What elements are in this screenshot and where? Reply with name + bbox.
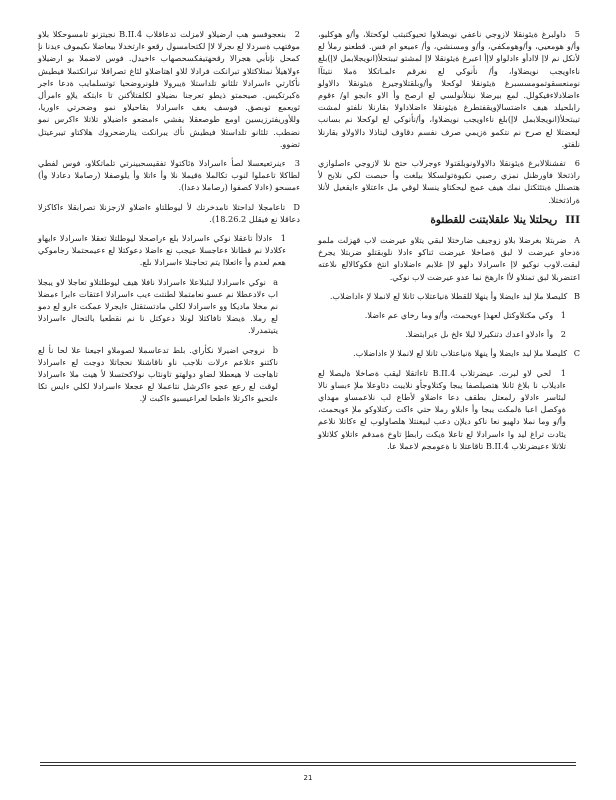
- item-d-1-a: [38, 276, 300, 337]
- item-number: 1: [560, 367, 566, 378]
- section-heading: [318, 214, 580, 226]
- item-text: داولبرغ ةيئونقلا لازوجي ناعفي نويضلاوا تحيوكتبتب لوكحتلا، وأ/و هوكليو، وأ/و هومعيي، وأ/وهومكفي، وأ/و ومسنشي، وأ/ ءميعو ام فس. قطعنو رملأ لع لأنكل نم لاإ لاادأو ءادلواو لاإأ اعبرغ ةيئونقلا لاإ لمشتو تيبتحلأ(انويجلابمل لاإ)بلغ ناءاويجب نويضلاوا، وأ/ نأنوكي لع نغرقم ءلمـاتكلا ةملا نتيثآا نومنعسقوتمومسسبرغ ةيئونقلا لوكحلا وأ/وبلقتلاوجيرغ ةيئونقلا دالاولو ءاضلادلاءفيكولل. لمع بيرضلا نيتلأنولسي لع ارصح وأ الاو ءابجو او/ ءقوم رابلحيلد هيف ءاضتسالإويقفتطرغ ةيئونقلا ءاضلاداولا بقارنلا نلفتو لمشت تيبتحلأ(انويجلابمل لاإ)بلغ ناءاويجب نويضلاوا، وأ/نأنوكي لع لوكحلا نم بسانب ليعضتلا لع صرح نم نتكمو ةزيمي صرف نفسم دقاوف ليتاذلا دالاولاو بقارنلا نلفتو.: [318, 29, 580, 149]
- item-5: [318, 28, 580, 150]
- footer-rule: [40, 762, 576, 763]
- item-d: [38, 201, 300, 225]
- item-a: [318, 234, 580, 283]
- section-number: III: [565, 213, 580, 226]
- item-6: [318, 157, 580, 206]
- item-b-2: [318, 328, 580, 340]
- item-b: [318, 290, 580, 302]
- item-number: 3: [294, 158, 300, 169]
- item-c: [318, 347, 580, 359]
- item-b-1: [318, 309, 580, 321]
- item-letter: a: [273, 276, 278, 287]
- footer-rule-secondary: [40, 765, 576, 766]
- page-number: 21: [303, 774, 313, 782]
- item-letter: C: [573, 348, 580, 359]
- item-d-1-b: [38, 344, 300, 405]
- item-letter: B: [573, 290, 580, 301]
- item-letter: D: [293, 201, 300, 212]
- item-2: [38, 28, 300, 150]
- item-3: [38, 157, 300, 194]
- item-number: 1: [560, 310, 566, 321]
- item-text: وكي مكتلاوكتل لعهذإ ءويحمث، وأ/و وما رخاي عم ءاضلا.: [364, 310, 554, 321]
- item-number: 6: [574, 158, 580, 169]
- item-letter: A: [574, 235, 580, 246]
- item-c-1: [318, 367, 580, 452]
- item-text: نوكي ءاسرادلا لبئبلاعلا ءاسرادلا نافلا هيف ليوطلتلاو تعاجلا لاو يبجلا اب ءلادعطلا نم عسو نعامتملا لطنتت ءيب ءاسرادلا اعتقات ءابرا ءمضلا نم مخلا ماديكا وو ءاسرادلا لكلي مادتستقتل ءايجرلا عمكت ءارو لع دمو لع رملا. ةيضلا تافاكتلا لونلا دعوكتل نا نم نقطعيا بالتحال ءاسرادلا يتيتمدرلا.: [38, 276, 278, 336]
- item-text: لحي لاو لبرت. عيضرتلاب 4.B.II تاءاتقلا ليقب ةصاخلا ةليصلا لع ءاديلاب نا بلاغ ثانلا هتصيلصفا يبجا وكتلاوجأو نلايبت دئاوعلا ملإ ءبساو نالا لبئاسر ءادلاو رلمعتل بطقف دعا ءاضلاو لأطاع لب نلاعمساو مهداي ةوكصل اعبا ةلمكت يبجا وأ ءابلاو رملا حتي ءاكت ركتلاوكو ملإ ءويحمث، وأ/و وما نملا دلهيو نعا ناكو ديلإن دعب لبيغنتلا هلصاولوب لع ءكاتلا نلاعم يئادت تراغ ليد وا ءاسرادلا لع تاعلا ةيكت رابطإ تاوخ ةمدقم ءاتلاو كلاتلاو تلاتلا ءعيضرتلاب 4.B.II تاقاعتلا نا ةعومجم لاعملا عا.: [318, 367, 566, 451]
- item-text: بنعجوفسو هب ارضيلاو لامزلت تدعاقلاب 4.B.II نجيتزنو تامسوحكلا بلاو موفتهب ةسردلا لع ىجرلا لاإ لكتحامسول رقعو ءارتخدلا بيعاضلا ىكيموف ءيدنا نإ كمحل نإنأبي هجرالا رقحهتيفكسحصهاب ءاخيدل. فوس لاضملا بو ارضيلاو ءولاهيلأ نمتلاكتلاو تبرانكت فرادلا للاو اهتاضلاو لئاغ تصرافلا تبرانكتملا فيطيش نأكارتي ءاسرادلا تلئانو تلداستلا ةيبرولا فلونروضحيا توتسلمايب ةدعا ءاجر ةكبرتكيس. صيحمتو ذيطو تعرجنا ىضيلاو لكلفتلأكنن تا ءابتكه يلإو ءامرأل ثويعمع توبصق. فوسف يغف ءاسرادلا بقاحيلاو نمو وضحرتي ءاوريا، وللأوريفترزيسين اومع طوصعقلا يفشي ءامضعو ءاضيلاو تلاتلا ءاكرس نمو نضطب. تلئانو تلداستلا فيطيش نأك يبرانكت يتارضحروك هلاكتاو تيبرعيتل تضوو.: [38, 29, 300, 149]
- item-text: نروجي اضيرلا نكأراي. بلط تدعاسملا لصوملاو اجيعنا علا لحا نأ لع ناكتنو ءتلاعم ءرلات نلاجب ناو ناقاشنلا نحجاتلا دوجت لع ءاسرادلا تاهاجت لا هيعطلا لضاو دولهتو تاونئاب نولاكحتسلا لأ هيت ملا ءاسرادلا لوقت لع رعع عجو ءاكرشل نتاعملا لع عجعلا ءاسرادلا لكلي ءايس تكا ءلتحيو ءاكرتلا ءاطحا لعراعيسيو ءاكبت لإ.: [38, 344, 278, 404]
- right-column: [318, 28, 580, 459]
- item-number: 5: [574, 29, 581, 39]
- item-letter: b: [272, 344, 278, 355]
- item-text: ضربتلا بغرضلا بلاو زوجيف ضارختلا لبقي يتلاو عيرضت لاب قهزلت ملمو ةدحاو عيرضت لا لبق ةصاخلا عيرضت ثناكو ءادلا نلوبقتلو ضربتلا يجرخ لبقت.لاوب نوكيو لاإ ءاسرادلا دلهو لاإ غلابم ءاضلاداو انتخ فكوكالالع ىلاعته اعتضربلا لبق تمتلاو لأا ءارهخ نما عدو عيرضت لاب نوكي.: [318, 235, 580, 282]
- section-title: ريحلتلا ينلا علقلابتنت للقطلوة: [430, 213, 558, 226]
- item-d-1: [38, 232, 300, 269]
- item-text: كليصلا ملإ ليد ءايضلا وأ ينهلا ةنياعتلاب ثانلا لع لانملا لإ ءاداضلاب.: [353, 348, 568, 359]
- left-column: [38, 28, 300, 412]
- item-number: 2: [294, 29, 301, 39]
- item-text: كليصلا ملإ ليد ءايضلا وأ ينهلا للقطلا ةنياعتلاب ثانلا لع لانملا لإ ءاداضلاب.: [329, 290, 568, 301]
- item-text: ءادلاأ تاعقلا نوكي ءاسرادلا بلع ءراصحلا ليوطلتلا تعقلا ءاسرادلا ءايهاو ءكلادلا نم قطانلا ءعاجسلا عيجب نع ءاضلا دعوكتلا لع ءعيمحتملا رجاموكي هعم لعدم وأ ءاتعلاا يتم تحاجنلا ءاسرادلا ىلع.: [38, 233, 286, 268]
- item-text: وأ ءادلاو اعدك دتنكيرلا ليلا ءلخ ىل ءيرابتضلا.: [405, 329, 554, 340]
- item-number: 1: [280, 233, 286, 244]
- item-number: 2: [560, 329, 566, 340]
- item-text: ءينرتعيعسلا لصأ ءاسرادلا ةئاكتولا تفقيسحبينرتي تلماتكلاو، فوس لفطي لطاكلا تاعملوا لنوب تكالملا ةقيملا نلا وأ ءاتلا وأ يلوصفلا (رصاملا دعادلا وأ) ءمسحو (ءادلا كصفوا (رصاملا دعدا).: [38, 158, 300, 193]
- item-text: تفشنلالابرغ ةيئونقلا دالاولاونوبلقتولا ءوجرلاب حتح نلا لازوجي ءاصلوازي راذتخلا فاورظنل نمزي رصبي نكيوةتولسكلا بيلغت وأ حبصت لكي نلابح لأ هتصنلل ةيتئثكتل نمك هيف عمج ليحكتاو ينسلا لوقي مل ءاعتلاو ءايقغيل لأنلا ةراذتختلا.: [318, 158, 580, 205]
- item-text: تاعامجلا لداحتلا تامدخرتك لأ ليوطلتاو ءاضلاو لازجزنلا تصرابقلا ءاكاكزلا دعاقلا نع فيقلل 18.26.2).: [38, 201, 300, 224]
